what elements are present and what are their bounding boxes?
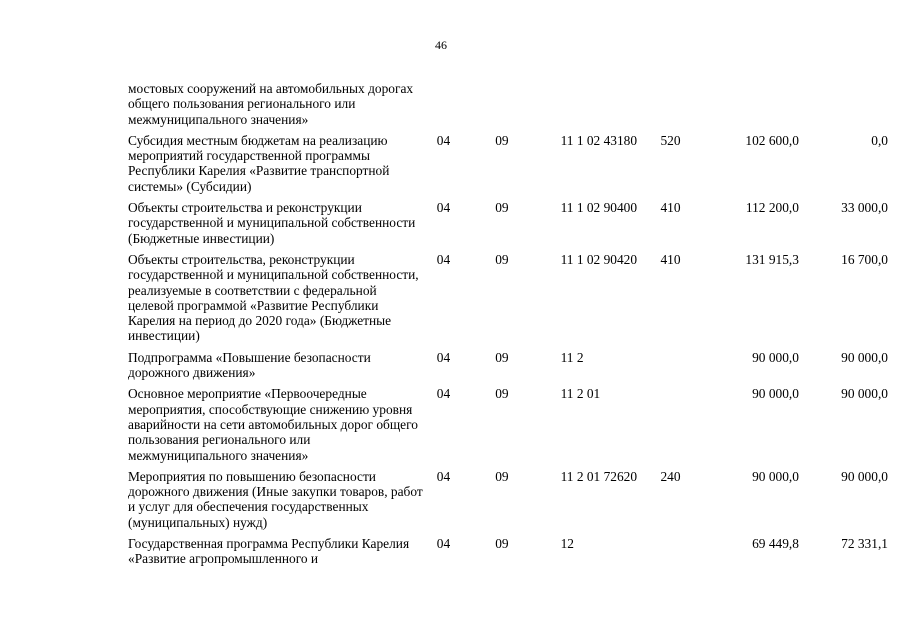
row-amount-2 bbox=[796, 81, 886, 127]
table-row bbox=[128, 350, 888, 381]
row-expense-type: 240 bbox=[660, 468, 681, 484]
table-row bbox=[128, 469, 888, 530]
row-name: Основное мероприятие «Первоочередные мероприятия, способствующие снижению уровня аварийности на сети автомобильных дорог общего пользования регионального или межмуниципального значения» bbox=[128, 386, 418, 463]
budget-table bbox=[128, 81, 888, 573]
row-subsection: 09 bbox=[495, 251, 509, 267]
row-target-article bbox=[547, 81, 656, 127]
row-amount-1: 90 000,0 bbox=[752, 386, 799, 402]
table-row bbox=[128, 200, 888, 246]
row-amount-2: 33 000,0 bbox=[841, 200, 888, 216]
table-row bbox=[128, 81, 888, 127]
row-section: 04 bbox=[436, 386, 451, 402]
row-expense-type: 410 bbox=[660, 200, 681, 216]
row-section: 04 bbox=[436, 349, 451, 365]
row-section: 04 bbox=[436, 132, 451, 148]
row-amount-1: 131 915,3 bbox=[745, 251, 799, 267]
row-name: Подпрограмма «Повышение безопасности дорожного движения» bbox=[128, 349, 371, 381]
row-section: 04 bbox=[436, 536, 451, 552]
row-expense-type: 410 bbox=[660, 251, 681, 267]
row-expense-type bbox=[660, 350, 700, 381]
table-row bbox=[128, 386, 888, 462]
table-row bbox=[128, 252, 888, 344]
row-section: 04 bbox=[436, 200, 451, 216]
row-target-article: 11 2 01 bbox=[560, 386, 601, 402]
row-section: 04 bbox=[436, 251, 451, 267]
row-target-article: 11 2 01 72620 bbox=[560, 468, 638, 484]
row-section: 04 bbox=[436, 468, 451, 484]
row-name: Объекты строительства, реконструкции государственной и муниципальной собственности, реализуемые в соответствии с федеральной целевой программой «Развитие Республики Карелия на период до 2020 года» (Бюджетные инвестиции) bbox=[128, 251, 419, 344]
row-name: мостовых сооружений на автомобильных дорогах общего пользования регионального или межмуниципального значения» bbox=[128, 81, 414, 127]
row-amount-1: 112 200,0 bbox=[745, 200, 799, 216]
row-amount-2: 90 000,0 bbox=[841, 349, 888, 365]
row-subsection: 09 bbox=[495, 200, 509, 216]
row-amount-2: 72 331,1 bbox=[841, 536, 888, 552]
row-subsection: 09 bbox=[495, 132, 509, 148]
row-name: Государственная программа Республики Карелия «Развитие агропромышленного и bbox=[128, 536, 410, 567]
row-section bbox=[418, 81, 482, 127]
row-expense-type bbox=[660, 386, 700, 462]
row-name: Объекты строительства и реконструкции государственной и муниципальной собственности (Бюджетные инвестиции) bbox=[128, 200, 416, 246]
row-amount-1 bbox=[696, 81, 796, 127]
row-name: Мероприятия по повышению безопасности дорожного движения (Иные закупки товаров, работ и услуг для обеспечения государственных (муниципальных) нужд) bbox=[128, 468, 423, 530]
row-subsection: 09 bbox=[495, 349, 509, 365]
row-target-article: 11 2 bbox=[560, 349, 584, 365]
row-target-article: 11 1 02 90420 bbox=[560, 251, 638, 267]
row-amount-1: 90 000,0 bbox=[752, 468, 799, 484]
row-amount-2: 16 700,0 bbox=[841, 251, 888, 267]
row-expense-type bbox=[656, 81, 696, 127]
row-amount-1: 69 449,8 bbox=[752, 536, 799, 552]
row-name: Субсидия местным бюджетам на реализацию мероприятий государственной программы Республики Карелия «Развитие транспортной системы» (Субсидии) bbox=[128, 132, 390, 194]
row-amount-1: 90 000,0 bbox=[752, 349, 799, 365]
row-expense-type bbox=[660, 536, 700, 567]
row-amount-2: 90 000,0 bbox=[841, 468, 888, 484]
row-subsection: 09 bbox=[495, 386, 509, 402]
row-expense-type: 520 bbox=[660, 132, 681, 148]
table-row bbox=[128, 536, 888, 567]
row-target-article: 12 bbox=[560, 536, 574, 552]
row-subsection: 09 bbox=[495, 536, 509, 552]
row-target-article: 11 1 02 90400 bbox=[560, 200, 638, 216]
row-subsection: 09 bbox=[495, 468, 509, 484]
row-target-article: 11 1 02 43180 bbox=[560, 132, 638, 148]
row-amount-2: 0,0 bbox=[871, 132, 888, 148]
row-amount-2: 90 000,0 bbox=[841, 386, 888, 402]
row-subsection bbox=[482, 81, 547, 127]
table-row bbox=[128, 133, 888, 194]
row-amount-1: 102 600,0 bbox=[745, 132, 799, 148]
page-number: 46 bbox=[435, 38, 447, 52]
